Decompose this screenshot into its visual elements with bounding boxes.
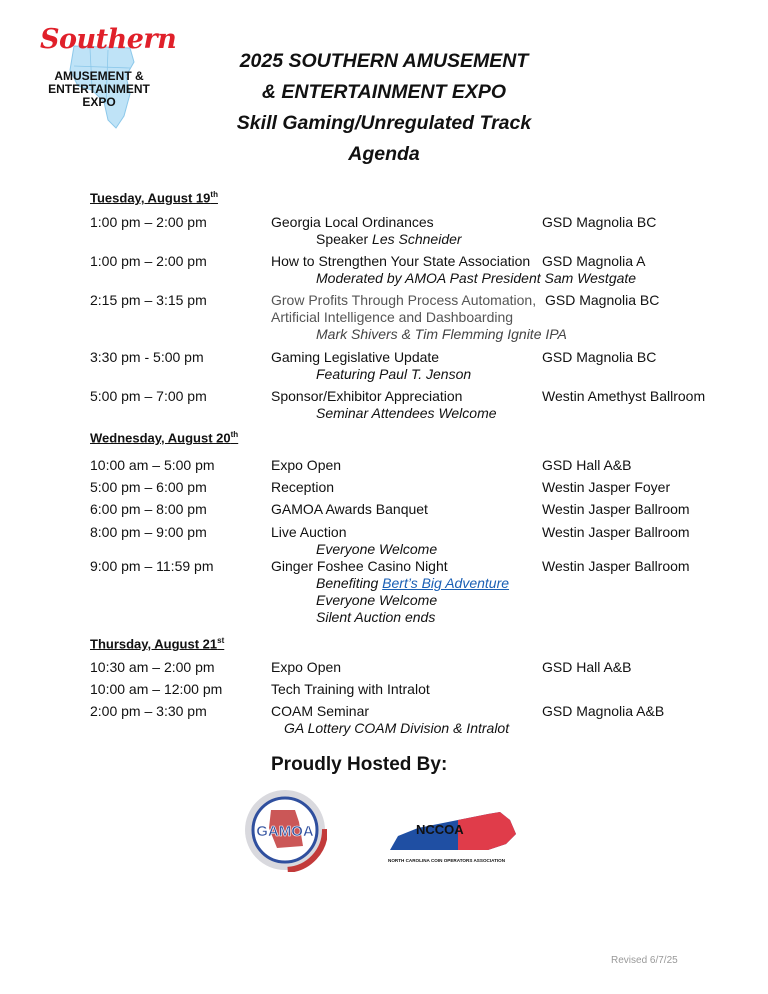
session-room: GSD Magnolia A [542, 253, 646, 269]
logo-line-1: AMUSEMENT & [54, 69, 144, 83]
gamoa-logo [243, 788, 327, 872]
session-room: Westin Jasper Ballroom [542, 558, 690, 574]
page-title [180, 46, 588, 170]
session-time: 5:00 pm – 6:00 pm [90, 479, 207, 495]
session-room: GSD Magnolia A&B [542, 703, 665, 719]
session-detail: Benefiting Bert’s Big Adventure [316, 575, 510, 591]
revision-date: Revised 6/7/25 [611, 955, 678, 966]
session-time: 8:00 pm – 9:00 pm [90, 524, 207, 540]
nccoa-wordmark: NCCOA [416, 822, 464, 837]
session-title: Georgia Local Ordinances [271, 214, 434, 230]
title-line-3: Skill Gaming/Unregulated Track [236, 112, 532, 134]
gamoa-wordmark: GAMOA [256, 823, 314, 840]
session-title: GAMOA Awards Banquet [271, 501, 428, 517]
title-line-2: & ENTERTAINMENT EXPO [261, 81, 507, 103]
session-time: 10:00 am – 12:00 pm [90, 681, 223, 697]
session-time: 1:00 pm – 2:00 pm [90, 253, 207, 269]
title-line-4: Agenda [348, 143, 420, 165]
session-title: Expo Open [271, 457, 342, 473]
session-title: Expo Open [271, 659, 342, 675]
session-title: Tech Training with Intralot [271, 681, 430, 697]
day-heading-thursday: Thursday, August 21st [90, 636, 225, 652]
session-title: Gaming Legislative Update [271, 349, 440, 365]
session-time: 1:00 pm – 2:00 pm [90, 214, 207, 230]
session-time: 6:00 pm – 8:00 pm [90, 501, 207, 517]
session-time: 10:30 am – 2:00 pm [90, 659, 215, 675]
expo-logo [34, 24, 177, 130]
session-detail: Moderated by AMOA Past President Sam Westgate [316, 270, 637, 286]
session-detail: GA Lottery COAM Division & Intralot [284, 720, 510, 736]
day-heading-tuesday: Tuesday, August 19th [90, 190, 218, 206]
session-time: 3:30 pm - 5:00 pm [90, 349, 204, 365]
session-room: Westin Jasper Ballroom [542, 524, 690, 540]
day-heading-wednesday: Wednesday, August 20th [90, 430, 239, 446]
session-time: 2:00 pm – 3:30 pm [90, 703, 207, 719]
logo-word: Southern [40, 24, 177, 55]
session-detail: Featuring Paul T. Jenson [316, 366, 472, 382]
benefit-link[interactable]: Bert’s Big Adventure [382, 575, 510, 591]
session-detail: Everyone Welcome [316, 592, 438, 608]
session-room: Westin Amethyst Ballroom [542, 388, 706, 404]
nccoa-logo [388, 810, 518, 868]
session-room: Westin Jasper Foyer [542, 479, 671, 495]
session-title: Sponsor/Exhibitor Appreciation [271, 388, 463, 404]
logo-line-3: EXPO [82, 95, 116, 109]
session-title: Ginger Foshee Casino Night [271, 558, 448, 574]
session-room: GSD Magnolia BC [542, 214, 657, 230]
session-title: Live Auction [271, 524, 347, 540]
session-room: GSD Magnolia BC [542, 349, 657, 365]
session-room: GSD Hall A&B [542, 457, 632, 473]
session-title: Grow Profits Through Process Automation, [271, 292, 537, 308]
session-room: GSD Magnolia BC [545, 292, 660, 308]
session-room: GSD Hall A&B [542, 659, 632, 675]
session-detail: Silent Auction ends [316, 609, 436, 625]
session-detail: Speaker Les Schneider [316, 231, 462, 247]
session-time: 9:00 pm – 11:59 pm [90, 558, 214, 574]
hosted-by-heading: Proudly Hosted By: [271, 754, 448, 775]
session-title: Reception [271, 479, 335, 495]
logo-line-2: ENTERTAINMENT [48, 82, 150, 96]
session-title-continued: Artificial Intelligence and Dashboarding [271, 309, 514, 325]
nccoa-caption: NORTH CAROLINA COIN OPERATORS ASSOCIATION [388, 858, 506, 863]
session-time: 10:00 am – 5:00 pm [90, 457, 215, 473]
title-line-1: 2025 SOUTHERN AMUSEMENT [239, 50, 529, 72]
session-title: How to Strengthen Your State Association [271, 253, 531, 269]
session-detail: Everyone Welcome [316, 541, 438, 557]
session-time: 2:15 pm – 3:15 pm [90, 292, 207, 308]
session-title: COAM Seminar [271, 703, 370, 719]
session-detail: Seminar Attendees Welcome [316, 405, 497, 421]
session-detail: Mark Shivers & Tim Flemming Ignite IPA [316, 326, 567, 342]
session-time: 5:00 pm – 7:00 pm [90, 388, 207, 404]
session-room: Westin Jasper Ballroom [542, 501, 690, 517]
